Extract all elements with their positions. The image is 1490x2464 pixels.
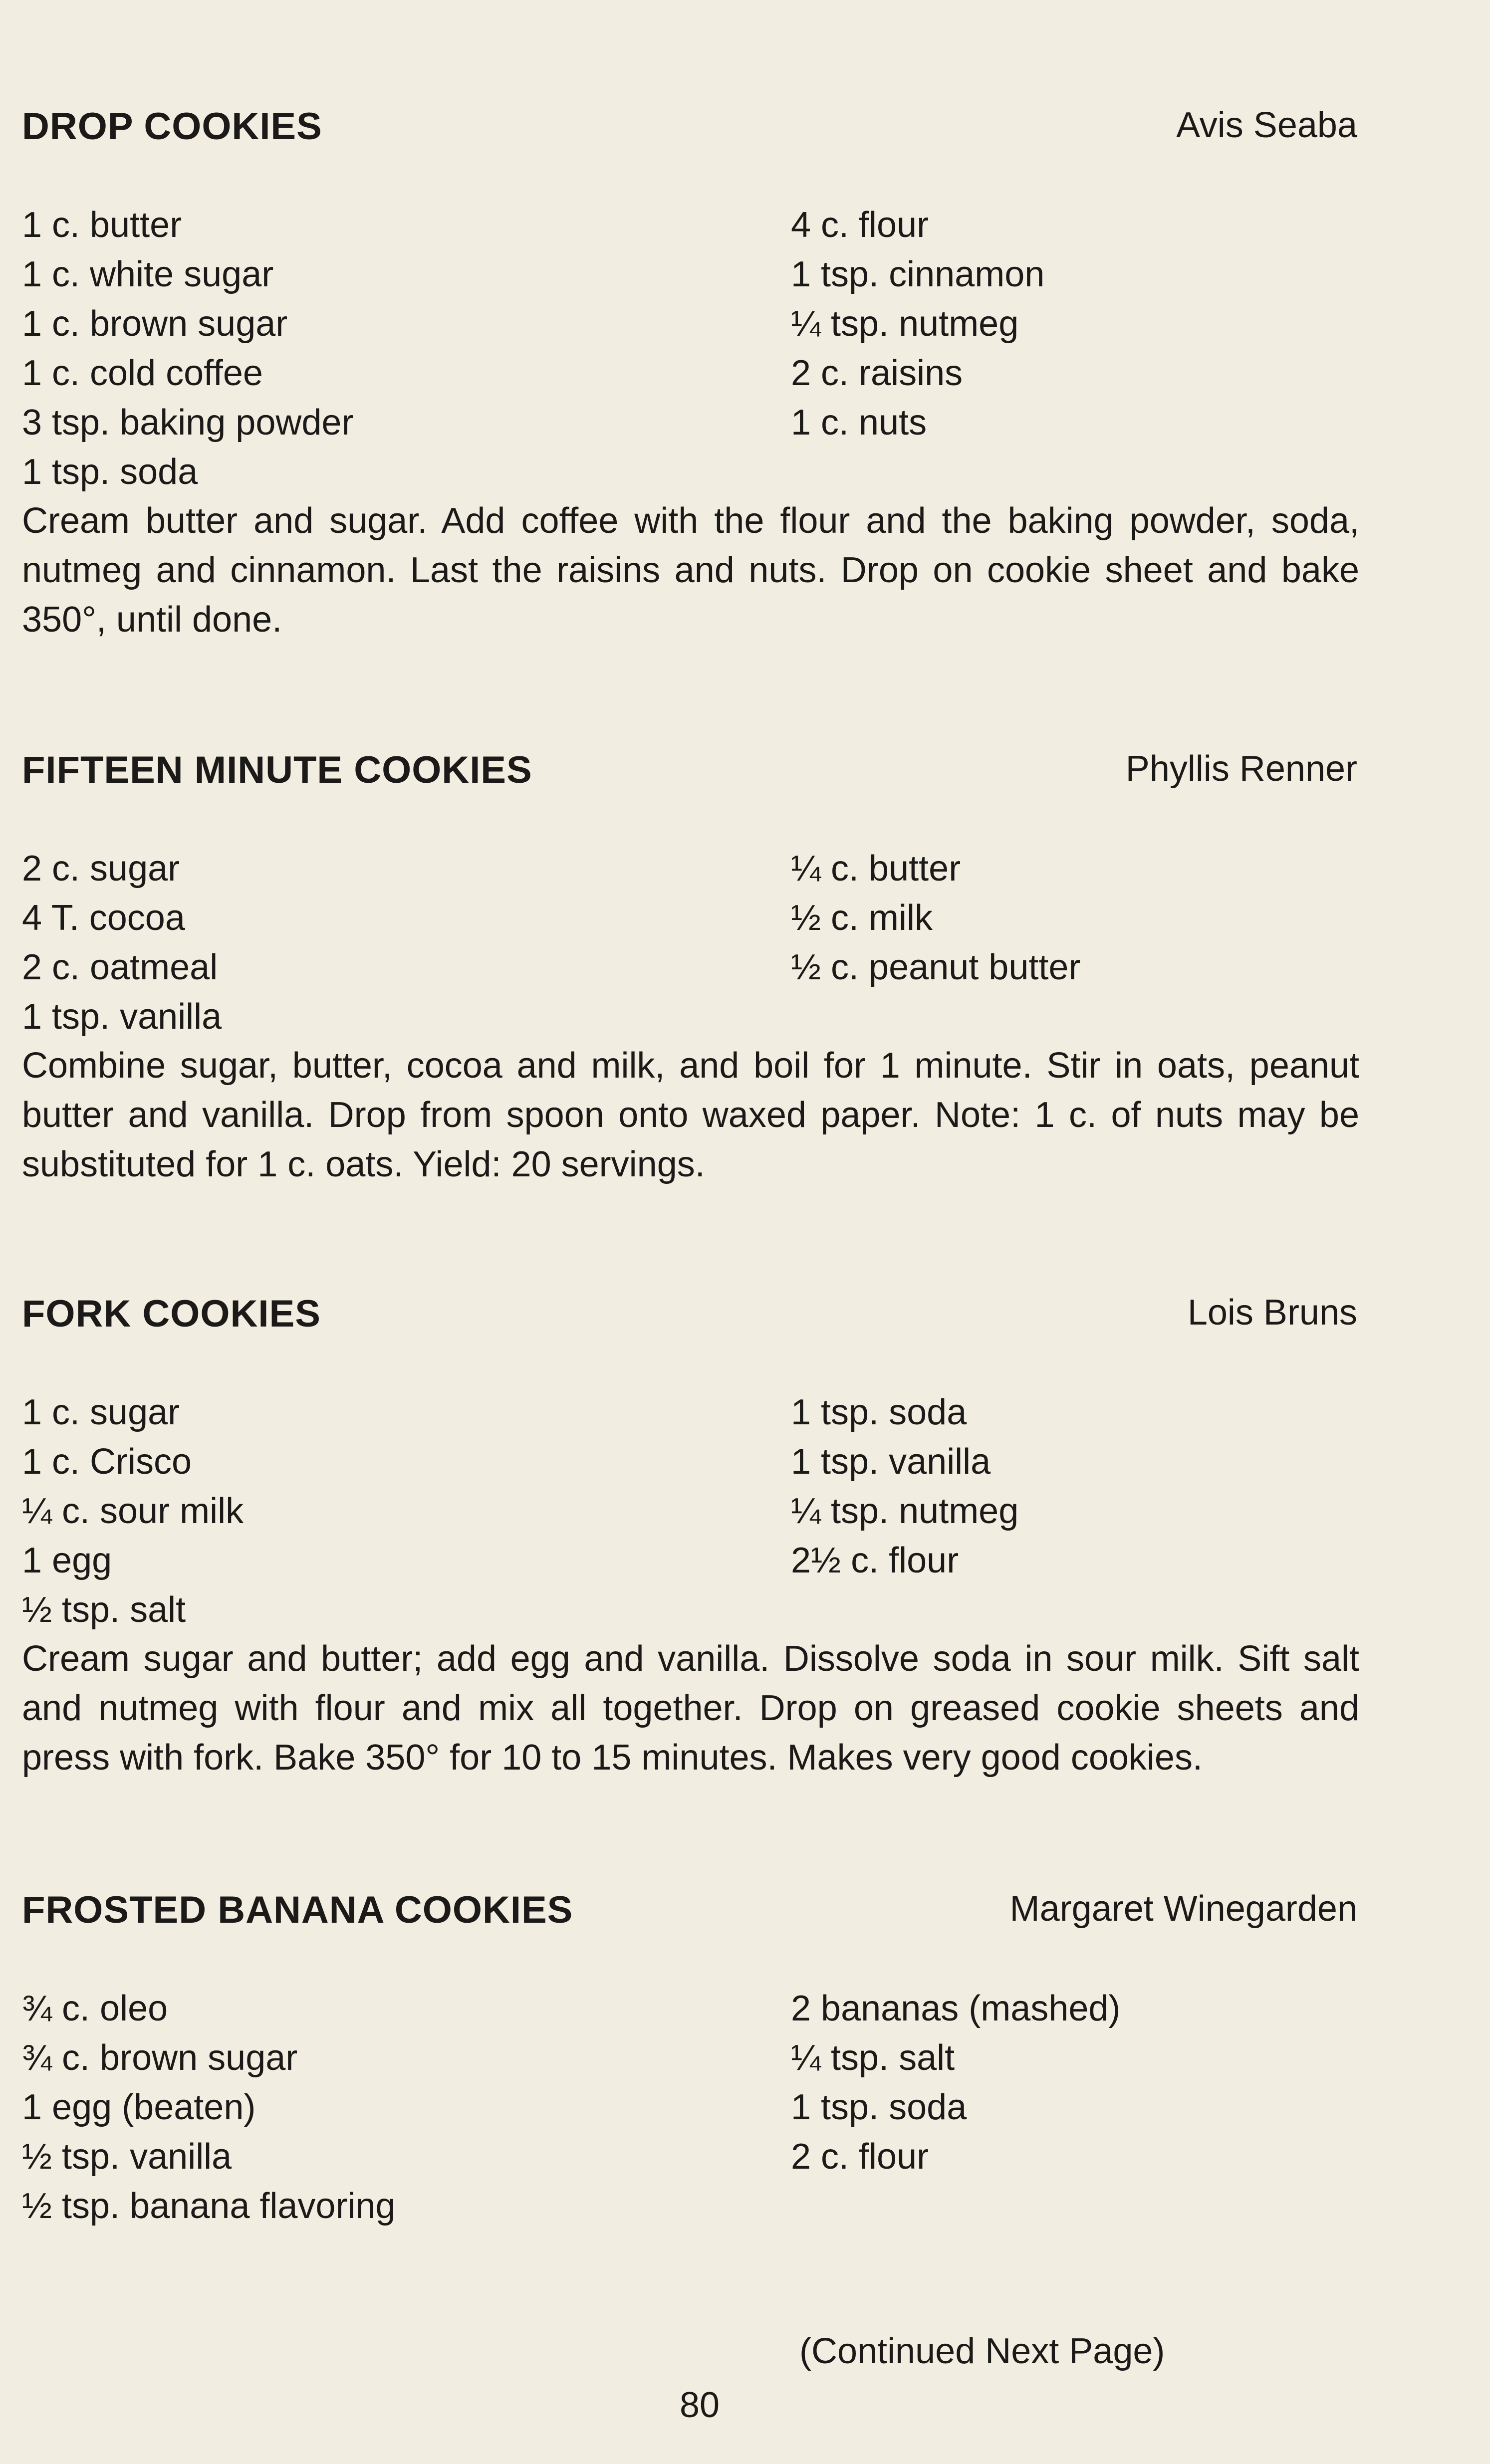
ingredient: 1 c. nuts — [791, 403, 927, 443]
ingredient: 1 c. butter — [22, 205, 182, 245]
ingredient: ½ tsp. vanilla — [22, 2137, 232, 2177]
ingredient: ¼ tsp. salt — [791, 2038, 955, 2078]
recipe-directions: Cream sugar and butter; add egg and vanilla. Dissolve soda in sour milk. Sift salt and nutmeg with flour and mix all together. Drop on greased cookie sheets and press with fork. Bake 350° for 10 to 15 minutes. Makes very good cookies. — [22, 1639, 1359, 1778]
recipe-author: Phyllis Renner — [1125, 749, 1357, 789]
ingredient: 1 tsp. vanilla — [791, 1442, 991, 1482]
ingredient: 1 tsp. soda — [791, 1392, 967, 1432]
ingredient: ½ c. peanut butter — [791, 947, 1081, 987]
recipe-directions: Cream butter and sugar. Add coffee with the flour and the baking powder, soda, nutmeg and cinnamon. Last the raisins and nuts. Drop on cookie sheet and bake 350°, until done. — [22, 501, 1359, 640]
ingredient: 1 tsp. soda — [22, 452, 198, 492]
ingredient: 2 c. flour — [791, 2137, 929, 2177]
ingredient: 2 c. sugar — [22, 849, 180, 889]
ingredient: 1 c. white sugar — [22, 254, 274, 294]
ingredient: 1 tsp. cinnamon — [791, 254, 1045, 294]
ingredient: ½ tsp. banana flavoring — [22, 2186, 396, 2226]
ingredient: ¼ c. butter — [791, 849, 961, 889]
ingredient: 2 c. raisins — [791, 353, 963, 393]
ingredient: 1 tsp. soda — [791, 2087, 967, 2127]
ingredient: 2 bananas (mashed) — [791, 1989, 1121, 2028]
ingredient: 1 c. brown sugar — [22, 304, 288, 344]
recipe-title: FROSTED BANANA COOKIES — [22, 1889, 573, 1931]
recipe-title: DROP COOKIES — [22, 105, 322, 148]
ingredient: 3 tsp. baking powder — [22, 403, 354, 443]
recipe-title: FIFTEEN MINUTE COOKIES — [22, 749, 532, 791]
ingredient: 4 c. flour — [791, 205, 929, 245]
ingredient: ¼ c. sour milk — [22, 1491, 244, 1531]
page-number: 80 — [680, 2385, 720, 2425]
ingredient: ½ c. milk — [791, 898, 933, 938]
ingredient: 1 egg (beaten) — [22, 2087, 256, 2127]
recipe-author: Margaret Winegarden — [1009, 1889, 1357, 1929]
continued-note: (Continued Next Page) — [799, 2331, 1165, 2371]
recipe-author: Avis Seaba — [1176, 105, 1357, 145]
ingredient: ½ tsp. salt — [22, 1590, 186, 1630]
recipe-directions: Combine sugar, butter, cocoa and milk, and boil for 1 minute. Stir in oats, peanut butter and vanilla. Drop from spoon onto waxed paper. Note: 1 c. of nuts may be substituted for 1 c. oats. Yield: 20 servings. — [22, 1046, 1359, 1184]
ingredient: 2 c. oatmeal — [22, 947, 218, 987]
ingredient: ¾ c. oleo — [22, 1989, 168, 2028]
ingredient: 1 c. sugar — [22, 1392, 180, 1432]
ingredient: 1 c. Crisco — [22, 1442, 192, 1482]
ingredient: ¼ tsp. nutmeg — [791, 304, 1019, 344]
ingredient: ¾ c. brown sugar — [22, 2038, 298, 2078]
recipe-author: Lois Bruns — [1187, 1293, 1357, 1333]
ingredient: 4 T. cocoa — [22, 898, 185, 938]
ingredient: ¼ tsp. nutmeg — [791, 1491, 1019, 1531]
recipe-title: FORK COOKIES — [22, 1293, 321, 1335]
ingredient: 1 c. cold coffee — [22, 353, 263, 393]
ingredient: 2½ c. flour — [791, 1541, 959, 1580]
ingredient: 1 egg — [22, 1541, 112, 1580]
ingredient: 1 tsp. vanilla — [22, 997, 222, 1037]
